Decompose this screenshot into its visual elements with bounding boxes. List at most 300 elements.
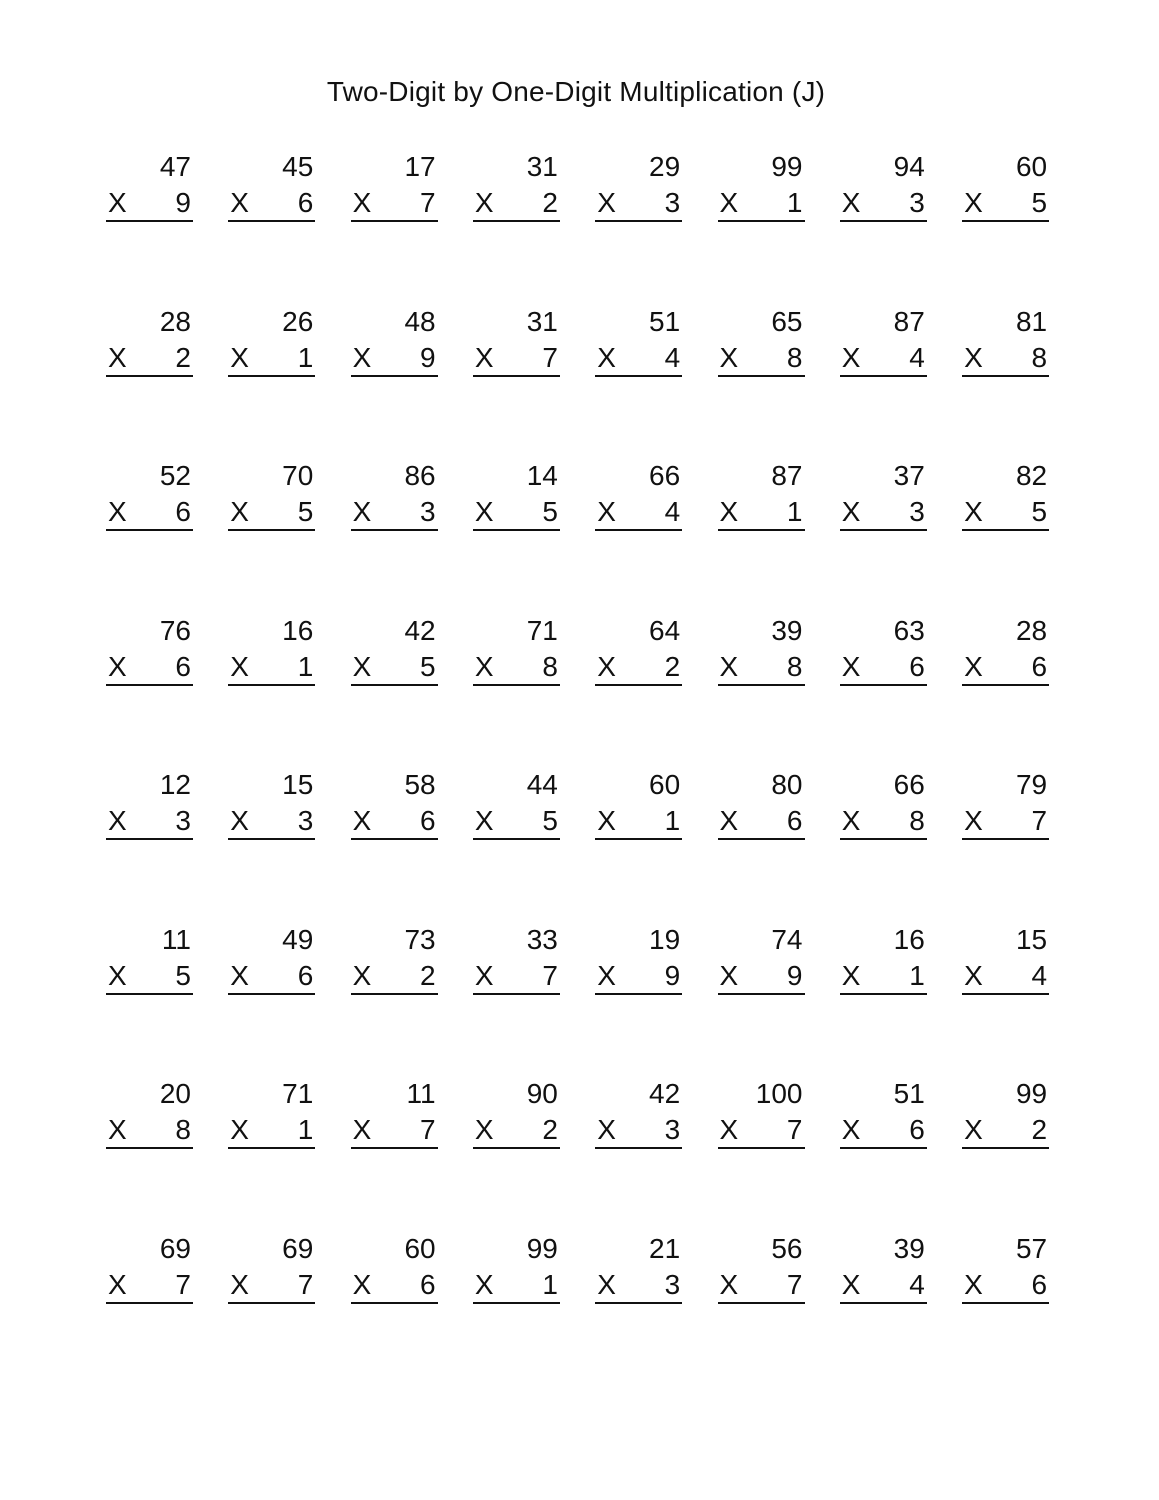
- multiply-sign: X: [719, 805, 739, 836]
- multiplier: 9: [420, 341, 436, 373]
- multiplier: 6: [175, 496, 191, 527]
- multiplication-problem: [962, 303, 1049, 385]
- multiplier: 8: [542, 650, 558, 682]
- answer-line: [595, 684, 682, 686]
- multiply-sign: X: [108, 341, 127, 373]
- answer-line: [840, 220, 927, 222]
- multiplicand: 48: [404, 305, 436, 337]
- multiplier: 1: [297, 341, 314, 373]
- multiplier: 1: [664, 805, 681, 836]
- multiply-sign: X: [108, 1268, 127, 1300]
- multiplier: 5: [175, 959, 191, 991]
- answer-line: [106, 993, 193, 995]
- multiplicand: 33: [526, 923, 558, 955]
- multiply-sign: X: [841, 187, 861, 218]
- answer-line: [718, 375, 805, 377]
- multiplication-problem: [351, 148, 438, 230]
- multiplication-problem: [351, 612, 438, 694]
- multiplicand: 31: [526, 151, 558, 182]
- multiply-sign: X: [841, 341, 861, 373]
- multiply-sign: X: [230, 650, 249, 682]
- multiplicand: 11: [406, 1078, 436, 1109]
- multiplicand: 20: [159, 1078, 191, 1109]
- multiplicand: 60: [404, 1232, 436, 1264]
- multiplication-problem: [228, 148, 315, 230]
- multiply-sign: X: [230, 187, 249, 218]
- multiplicand: 47: [159, 151, 191, 182]
- multiplication-problem: [962, 148, 1049, 230]
- multiply-sign: X: [841, 959, 861, 991]
- multiplication-problem: [473, 457, 560, 539]
- multiply-sign: X: [352, 1268, 372, 1300]
- multiplier: 7: [420, 1114, 436, 1145]
- multiplication-problem: [840, 303, 927, 385]
- multiplier: 7: [542, 341, 558, 373]
- answer-line: [718, 838, 805, 840]
- multiplicand: 58: [404, 769, 436, 800]
- answer-line: [106, 1147, 193, 1149]
- multiplier: 7: [175, 1268, 191, 1300]
- multiplication-problem: [840, 921, 927, 1003]
- multiply-sign: X: [230, 496, 249, 527]
- multiplication-problem: [718, 148, 805, 230]
- multiplication-problem: [473, 766, 560, 848]
- multiplicand: 63: [893, 614, 925, 646]
- multiplier: 7: [542, 959, 558, 991]
- multiply-sign: X: [841, 496, 861, 527]
- answer-line: [106, 1302, 193, 1304]
- multiply-sign: X: [108, 187, 127, 218]
- multiplier: 1: [909, 959, 925, 991]
- multiplicand: 74: [771, 923, 803, 955]
- answer-line: [473, 838, 560, 840]
- multiply-sign: X: [108, 959, 127, 991]
- multiplicand: 51: [649, 305, 681, 337]
- multiplication-problem: [595, 766, 682, 848]
- multiplier: 3: [420, 496, 436, 527]
- multiplier: 4: [664, 496, 681, 527]
- multiplication-problem: [106, 457, 193, 539]
- multiplier: 9: [664, 959, 681, 991]
- multiplication-problem: [473, 1075, 560, 1157]
- multiply-sign: X: [474, 1114, 494, 1145]
- multiplicand: 16: [282, 614, 314, 646]
- multiplication-problem: [106, 921, 193, 1003]
- multiplicand: 29: [649, 151, 681, 182]
- multiplication-problem: [718, 612, 805, 694]
- multiplicand: 12: [159, 769, 191, 800]
- multiply-sign: X: [352, 341, 372, 373]
- multiplicand: 99: [771, 151, 803, 182]
- multiply-sign: X: [841, 1114, 861, 1145]
- multiplier: 2: [664, 650, 681, 682]
- multiplicand: 39: [893, 1232, 925, 1264]
- multiplier: 3: [175, 805, 191, 836]
- multiplicand: 69: [159, 1232, 191, 1264]
- multiplier: 5: [542, 805, 558, 836]
- multiply-sign: X: [719, 496, 739, 527]
- multiply-sign: X: [230, 341, 249, 373]
- multiply-sign: X: [597, 805, 616, 836]
- problem-row: [106, 303, 1050, 383]
- multiplier: 3: [297, 805, 314, 836]
- answer-line: [351, 1147, 438, 1149]
- answer-line: [718, 220, 805, 222]
- answer-line: [106, 684, 193, 686]
- multiply-sign: X: [841, 650, 861, 682]
- multiply-sign: X: [474, 650, 494, 682]
- multiplication-problem: [840, 612, 927, 694]
- answer-line: [228, 529, 315, 531]
- multiplicand: 90: [526, 1078, 558, 1109]
- multiplier: 1: [786, 496, 803, 527]
- multiplier: 5: [420, 650, 436, 682]
- answer-line: [840, 993, 927, 995]
- multiply-sign: X: [597, 1268, 616, 1300]
- multiplication-problem: [840, 1075, 927, 1157]
- answer-line: [962, 220, 1049, 222]
- multiplicand: 73: [404, 923, 436, 955]
- answer-line: [228, 838, 315, 840]
- multiplier: 2: [175, 341, 191, 373]
- multiplier: 3: [664, 1268, 681, 1300]
- multiplication-problem: [718, 303, 805, 385]
- multiply-sign: X: [352, 496, 372, 527]
- multiplier: 3: [909, 187, 925, 218]
- answer-line: [840, 684, 927, 686]
- multiplier: 7: [420, 187, 436, 218]
- multiplier: 4: [664, 341, 681, 373]
- multiplication-problem: [106, 303, 193, 385]
- multiplier: 9: [175, 187, 191, 218]
- multiplicand: 28: [159, 305, 191, 337]
- multiplicand: 64: [649, 614, 681, 646]
- multiplicand: 87: [771, 460, 803, 491]
- answer-line: [595, 838, 682, 840]
- answer-line: [962, 1147, 1049, 1149]
- multiplier: 4: [909, 1268, 925, 1300]
- answer-line: [718, 1302, 805, 1304]
- multiplication-problem: [595, 1230, 682, 1312]
- multiplication-problem: [840, 148, 927, 230]
- multiply-sign: X: [719, 959, 739, 991]
- answer-line: [106, 529, 193, 531]
- multiplier: 5: [542, 496, 558, 527]
- multiplication-problem: [718, 1075, 805, 1157]
- multiplier: 2: [420, 959, 436, 991]
- answer-line: [962, 684, 1049, 686]
- answer-line: [840, 375, 927, 377]
- answer-line: [595, 1147, 682, 1149]
- multiplicand: 42: [649, 1078, 681, 1109]
- multiplier: 6: [175, 650, 191, 682]
- answer-line: [228, 684, 315, 686]
- multiplication-problem: [473, 612, 560, 694]
- multiplicand: 11: [161, 923, 191, 955]
- multiplication-problem: [473, 921, 560, 1003]
- multiplicand: 28: [1015, 614, 1048, 646]
- multiplicand: 52: [159, 460, 191, 491]
- multiply-sign: X: [597, 1114, 616, 1145]
- multiplication-problem: [106, 612, 193, 694]
- multiply-sign: X: [474, 496, 494, 527]
- multiplicand: 14: [526, 460, 558, 491]
- answer-line: [106, 220, 193, 222]
- multiplication-problem: [718, 766, 805, 848]
- multiply-sign: X: [597, 496, 616, 527]
- answer-line: [962, 838, 1049, 840]
- answer-line: [595, 993, 682, 995]
- multiplier: 6: [420, 805, 436, 836]
- problem-row: [106, 1075, 1050, 1155]
- problem-row: [106, 612, 1050, 692]
- multiplicand: 49: [282, 923, 314, 955]
- multiply-sign: X: [719, 1114, 739, 1145]
- multiplier: 9: [786, 959, 803, 991]
- multiplication-problem: [840, 1230, 927, 1312]
- multiply-sign: X: [597, 959, 616, 991]
- multiplication-problem: [473, 303, 560, 385]
- multiplication-problem: [106, 766, 193, 848]
- answer-line: [351, 220, 438, 222]
- multiplicand: 44: [526, 769, 558, 800]
- answer-line: [351, 529, 438, 531]
- multiply-sign: X: [474, 1268, 494, 1300]
- multiplication-problem: [962, 457, 1049, 539]
- multiply-sign: X: [719, 1268, 739, 1300]
- multiply-sign: X: [230, 959, 249, 991]
- multiply-sign: X: [352, 805, 372, 836]
- multiplier: 7: [297, 1268, 314, 1300]
- answer-line: [106, 375, 193, 377]
- multiplication-problem: [106, 148, 193, 230]
- multiplicand: 71: [282, 1078, 314, 1109]
- multiply-sign: X: [352, 650, 372, 682]
- multiplicand: 39: [771, 614, 803, 646]
- multiplier: 8: [786, 341, 803, 373]
- multiply-sign: X: [230, 1268, 249, 1300]
- multiplication-problem: [962, 1230, 1049, 1312]
- multiply-sign: X: [474, 959, 494, 991]
- multiplier: 1: [297, 1114, 314, 1145]
- answer-line: [106, 838, 193, 840]
- multiplication-problem: [718, 457, 805, 539]
- multiplication-problem: [718, 1230, 805, 1312]
- multiplier: 1: [297, 650, 314, 682]
- multiply-sign: X: [719, 650, 739, 682]
- multiplicand: 31: [526, 305, 558, 337]
- multiplier: 6: [1031, 1268, 1048, 1300]
- multiplication-problem: [351, 1230, 438, 1312]
- answer-line: [473, 375, 560, 377]
- answer-line: [962, 375, 1049, 377]
- multiplication-problem: [595, 921, 682, 1003]
- multiplier: 4: [1031, 959, 1048, 991]
- multiplicand: 37: [893, 460, 925, 491]
- multiplication-problem: [228, 1230, 315, 1312]
- multiply-sign: X: [597, 341, 616, 373]
- multiplication-problem: [595, 457, 682, 539]
- answer-line: [351, 684, 438, 686]
- multiply-sign: X: [964, 650, 983, 682]
- worksheet-title: Two-Digit by One-Digit Multiplication (J): [326, 76, 826, 107]
- multiplication-problem: [840, 766, 927, 848]
- answer-line: [351, 375, 438, 377]
- problem-row: [106, 1230, 1050, 1310]
- answer-line: [228, 220, 315, 222]
- multiplier: 6: [297, 959, 314, 991]
- multiplication-problem: [351, 303, 438, 385]
- multiplier: 2: [1031, 1114, 1048, 1145]
- multiply-sign: X: [108, 650, 127, 682]
- multiplier: 6: [909, 650, 925, 682]
- multiply-sign: X: [474, 187, 494, 218]
- multiplication-problem: [351, 457, 438, 539]
- multiplier: 1: [786, 187, 803, 218]
- answer-line: [351, 838, 438, 840]
- multiplicand: 99: [526, 1232, 558, 1264]
- answer-line: [351, 993, 438, 995]
- multiplier: 7: [786, 1268, 803, 1300]
- multiplication-problem: [595, 148, 682, 230]
- multiplier: 6: [909, 1114, 925, 1145]
- multiplicand: 19: [649, 923, 681, 955]
- multiplicand: 65: [771, 305, 803, 337]
- answer-line: [962, 993, 1049, 995]
- multiplier: 3: [664, 1114, 681, 1145]
- multiplier: 6: [1031, 650, 1048, 682]
- answer-line: [473, 220, 560, 222]
- answer-line: [595, 1302, 682, 1304]
- multiply-sign: X: [230, 805, 249, 836]
- multiplicand: 56: [771, 1232, 803, 1264]
- multiply-sign: X: [108, 805, 127, 836]
- problem-row: [106, 148, 1050, 228]
- multiplicand: 15: [282, 769, 314, 800]
- multiplication-problem: [962, 921, 1049, 1003]
- multiplier: 7: [786, 1114, 803, 1145]
- multiplier: 3: [909, 496, 925, 527]
- multiplier: 4: [909, 341, 925, 373]
- problem-row: [106, 457, 1050, 537]
- multiply-sign: X: [597, 187, 616, 218]
- multiplicand: 69: [282, 1232, 314, 1264]
- multiplicand: 100: [755, 1078, 803, 1109]
- answer-line: [718, 1147, 805, 1149]
- multiplication-problem: [595, 1075, 682, 1157]
- answer-line: [962, 1302, 1049, 1304]
- multiply-sign: X: [964, 1268, 983, 1300]
- multiplication-problem: [962, 612, 1049, 694]
- multiplication-problem: [718, 921, 805, 1003]
- answer-line: [228, 993, 315, 995]
- multiplier: 8: [909, 805, 925, 836]
- multiply-sign: X: [964, 496, 983, 527]
- multiplicand: 60: [1015, 151, 1048, 182]
- answer-line: [595, 529, 682, 531]
- answer-line: [228, 1147, 315, 1149]
- answer-line: [718, 529, 805, 531]
- multiplicand: 71: [526, 614, 558, 646]
- answer-line: [473, 684, 560, 686]
- answer-line: [473, 1147, 560, 1149]
- multiplicand: 16: [893, 923, 925, 955]
- multiplier: 8: [1031, 341, 1048, 373]
- multiplier: 5: [1031, 187, 1048, 218]
- answer-line: [840, 529, 927, 531]
- answer-line: [473, 529, 560, 531]
- answer-line: [228, 1302, 315, 1304]
- answer-line: [840, 1147, 927, 1149]
- multiply-sign: X: [719, 341, 739, 373]
- multiply-sign: X: [964, 341, 983, 373]
- multiplication-problem: [351, 921, 438, 1003]
- multiplier: 2: [542, 1114, 558, 1145]
- multiply-sign: X: [597, 650, 616, 682]
- problem-row: [106, 921, 1050, 1001]
- multiply-sign: X: [474, 341, 494, 373]
- multiplier: 6: [420, 1268, 436, 1300]
- multiplication-problem: [351, 1075, 438, 1157]
- multiplicand: 57: [1015, 1232, 1048, 1264]
- multiplicand: 76: [159, 614, 191, 646]
- multiplier: 8: [175, 1114, 191, 1145]
- multiplicand: 79: [1015, 769, 1048, 800]
- multiplier: 6: [297, 187, 314, 218]
- multiplicand: 26: [282, 305, 314, 337]
- multiplicand: 15: [1015, 923, 1048, 955]
- multiply-sign: X: [352, 959, 372, 991]
- problem-row: [106, 766, 1050, 846]
- multiplier: 1: [542, 1268, 558, 1300]
- multiply-sign: X: [719, 187, 739, 218]
- answer-line: [840, 1302, 927, 1304]
- multiplier: 8: [786, 650, 803, 682]
- multiplication-problem: [351, 766, 438, 848]
- multiplication-problem: [106, 1230, 193, 1312]
- multiplicand: 45: [282, 151, 314, 182]
- multiplication-problem: [473, 1230, 560, 1312]
- multiplication-problem: [228, 303, 315, 385]
- multiplicand: 51: [893, 1078, 925, 1109]
- multiplication-problem: [228, 1075, 315, 1157]
- multiplication-problem: [106, 1075, 193, 1157]
- multiply-sign: X: [474, 805, 494, 836]
- multiplication-problem: [228, 766, 315, 848]
- multiplier: 2: [542, 187, 558, 218]
- multiplicand: 66: [649, 460, 681, 491]
- answer-line: [718, 684, 805, 686]
- multiplier: 5: [297, 496, 314, 527]
- multiplier: 3: [664, 187, 681, 218]
- answer-line: [473, 1302, 560, 1304]
- multiply-sign: X: [352, 1114, 372, 1145]
- multiplicand: 21: [649, 1232, 681, 1264]
- multiplicand: 17: [404, 151, 436, 182]
- multiplication-problem: [595, 303, 682, 385]
- multiplicand: 87: [893, 305, 925, 337]
- multiply-sign: X: [964, 1114, 983, 1145]
- multiplicand: 42: [404, 614, 436, 646]
- multiplication-problem: [595, 612, 682, 694]
- multiply-sign: X: [964, 187, 983, 218]
- answer-line: [595, 220, 682, 222]
- multiplier: 6: [786, 805, 803, 836]
- multiplication-problem: [840, 457, 927, 539]
- answer-line: [595, 375, 682, 377]
- multiply-sign: X: [841, 805, 861, 836]
- multiplication-problem: [962, 1075, 1049, 1157]
